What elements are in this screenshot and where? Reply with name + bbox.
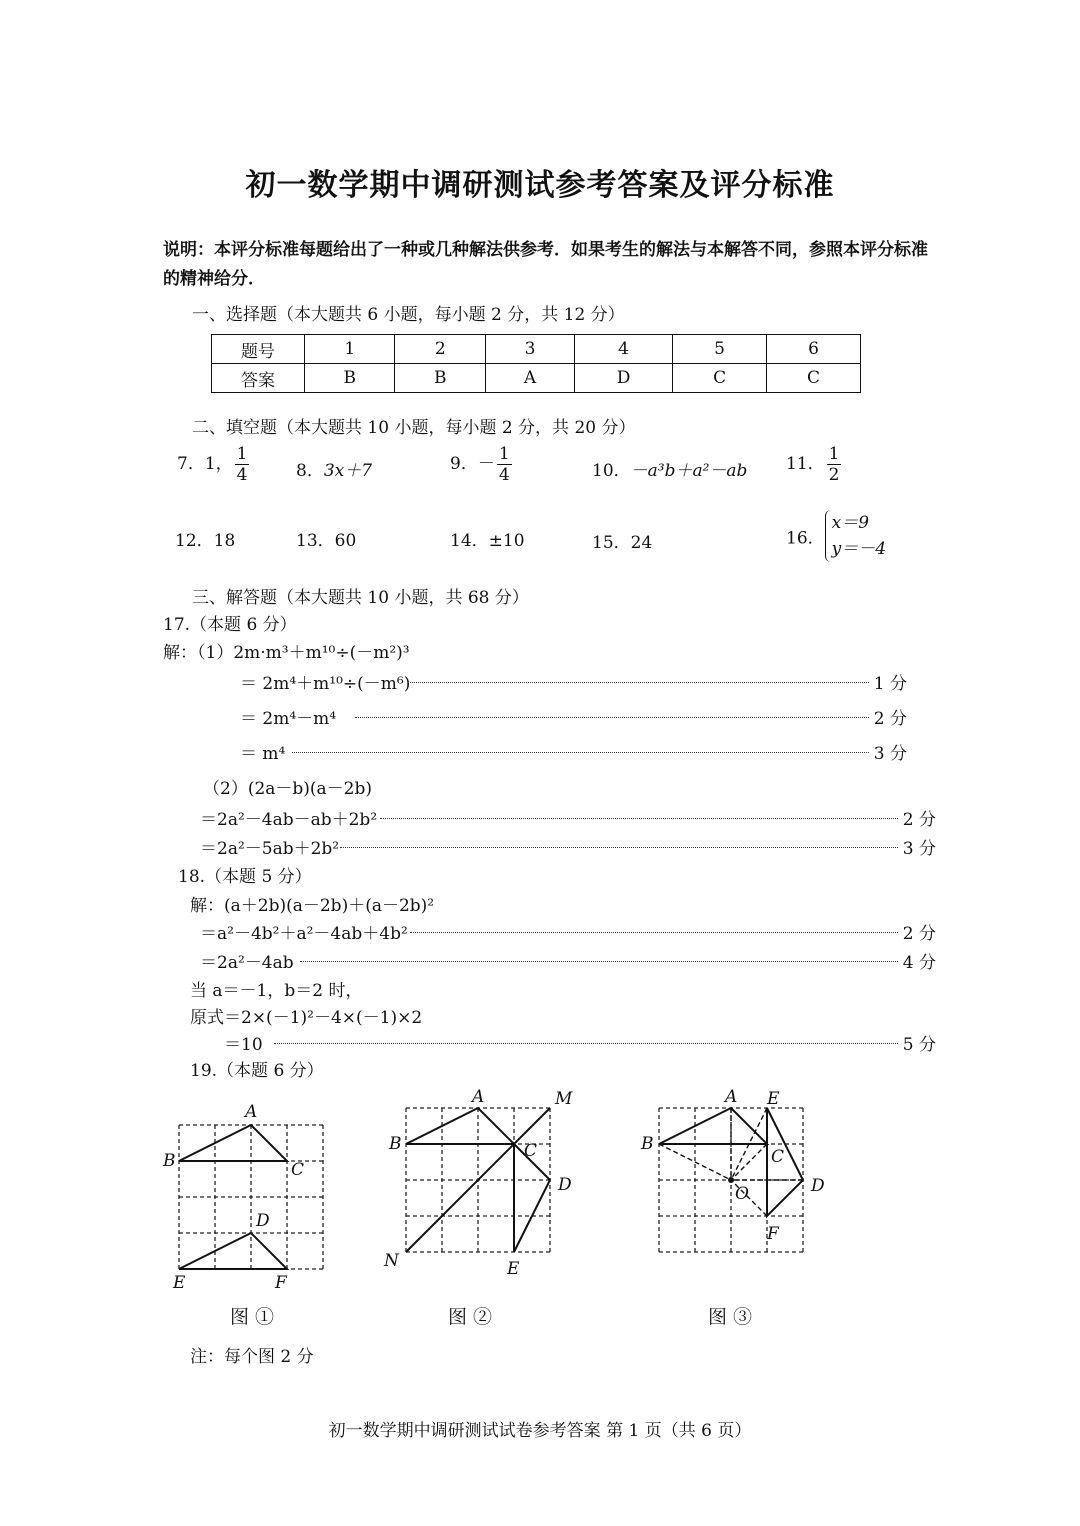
page-title: 初一数学期中调研测试参考答案及评分标准: [245, 168, 835, 203]
denominator: 4: [236, 465, 248, 485]
table-row-label: 答案: [212, 364, 305, 393]
figure-1: [155, 1095, 340, 1295]
numerator: 1: [828, 444, 840, 464]
figure-1-caption: 图 ①: [230, 1306, 275, 1328]
q18-title: 18.（本题 5 分）: [178, 867, 312, 887]
grid: [179, 1125, 323, 1269]
section2-heading: 二、填空题（本大题共 10 小题，每小题 2 分，共 20 分）: [192, 418, 636, 438]
q-number: 14．: [450, 531, 489, 551]
q-number: 9．: [450, 454, 478, 474]
q-number: 16．: [786, 528, 825, 549]
leader-dots: [410, 919, 898, 933]
point-label: M: [555, 1089, 573, 1109]
solution-line: ＝2a²－4ab: [200, 953, 294, 973]
point-label: D: [558, 1175, 572, 1195]
fill-q7: [177, 444, 249, 485]
point-label: D: [256, 1211, 270, 1231]
table-cell: C: [767, 364, 861, 393]
answer: －a³b＋a²－ab: [630, 461, 748, 481]
q-number: 11．: [786, 454, 825, 474]
equation-line: y＝－4: [831, 539, 887, 559]
q-number: 8．: [296, 461, 324, 481]
numerator: 1: [498, 444, 510, 464]
point-label: F: [767, 1224, 779, 1244]
solution-line: 解：(a＋2b)(a－2b)＋(a－2b)²: [190, 896, 435, 916]
solution-row: [200, 919, 936, 943]
point-label: E: [173, 1273, 186, 1293]
solution-line: ＝2a²－4ab－ab＋2b²: [200, 810, 378, 830]
fraction: [827, 444, 842, 485]
fill-q8: [296, 456, 372, 481]
answer: 60: [334, 531, 357, 551]
score-mark: 2 分: [873, 709, 907, 729]
table-cell: A: [485, 364, 574, 393]
answer: 24: [630, 533, 653, 553]
fill-q10: [592, 456, 747, 481]
solution-line: ＝10: [224, 1035, 263, 1055]
score-mark: 3 分: [902, 839, 936, 859]
center-point: [728, 1177, 734, 1183]
table-cell: 3: [485, 335, 574, 364]
score-mark: 1 分: [873, 674, 907, 694]
table-row: [212, 335, 861, 364]
q17-title: 17.（本题 6 分）: [163, 615, 297, 635]
point-label: B: [389, 1134, 402, 1154]
leader-dots: [300, 948, 898, 962]
leader-dots: [410, 669, 869, 683]
solution-row: [240, 669, 907, 693]
equation-line: x＝9: [831, 513, 870, 533]
solution-line: ＝ 2m⁴－m⁴: [240, 709, 337, 729]
q19-title: 19.（本题 6 分）: [190, 1061, 324, 1081]
score-mark: 4 分: [902, 953, 936, 973]
point-label: C: [771, 1147, 785, 1167]
answer-part: －: [477, 454, 495, 474]
solution-line: 解：（1）2m·m³＋m¹⁰÷(－m²)³: [163, 643, 410, 663]
solution-row: [224, 1030, 936, 1054]
table-cell: 4: [574, 335, 672, 364]
point-label: N: [384, 1251, 399, 1271]
solution-row: [240, 739, 907, 763]
triangle-def: [179, 1233, 287, 1269]
table-cell: D: [574, 364, 672, 393]
solution-line: ＝a²－4b²＋a²－4ab＋4b²: [200, 924, 408, 944]
score-mark: 5 分: [902, 1035, 936, 1055]
score-mark: 2 分: [902, 924, 936, 944]
solution-line: ＝2a²－5ab＋2b²: [200, 839, 340, 859]
table-cell: 2: [395, 335, 485, 364]
triangle-abc: [179, 1125, 287, 1161]
section3-heading: 三、解答题（本大题共 10 小题，共 68 分）: [192, 588, 529, 608]
point-label: A: [245, 1102, 258, 1122]
triangle-abc: [406, 1108, 514, 1144]
q-number: 13．: [296, 531, 335, 551]
fill-q16: [786, 510, 886, 562]
point-label: C: [524, 1141, 538, 1161]
q-number: 12．: [175, 531, 214, 551]
figure-2: [380, 1082, 590, 1282]
denominator: 4: [498, 465, 510, 485]
leader-dots: [355, 704, 869, 718]
point-label: C: [291, 1160, 305, 1180]
page-footer: 初一数学期中调研测试试卷参考答案 第 1 页（共 6 页）: [328, 1421, 752, 1441]
point-label: D: [811, 1176, 825, 1196]
score-mark: 3 分: [873, 744, 907, 764]
fraction: [497, 444, 512, 485]
table-cell: B: [305, 364, 395, 393]
answer: ±10: [488, 531, 525, 551]
fill-q12: [175, 526, 235, 551]
leader-dots: [292, 739, 869, 753]
q-number: 7．: [177, 454, 205, 474]
table-cell: 5: [673, 335, 767, 364]
leader-dots: [340, 834, 898, 848]
grading-note: 说明：本评分标准每题给出了一种或几种解法供参考．如果考生的解法与本解答不同，参照本评分标准的精神给分．: [163, 240, 928, 289]
point-label: E: [507, 1259, 520, 1279]
equation-system: [825, 510, 886, 562]
table-row: [212, 364, 861, 393]
point-label: B: [641, 1134, 654, 1154]
answer-part: 1，: [204, 454, 233, 474]
point-label: A: [472, 1087, 485, 1107]
solution-row: [200, 948, 936, 972]
answer: 18: [213, 531, 236, 551]
table-row-label: 题号: [212, 335, 305, 364]
leader-dots: [274, 1030, 898, 1044]
solution-row: [200, 805, 936, 829]
table-cell: C: [673, 364, 767, 393]
fill-q13: [296, 526, 356, 551]
fill-q15: [592, 528, 652, 553]
answer: 3x＋7: [323, 461, 373, 481]
table-cell: 6: [767, 335, 861, 364]
q-number: 10．: [592, 461, 631, 481]
answer-table: [211, 334, 861, 393]
figure-2-caption: 图 ②: [448, 1306, 493, 1328]
table-cell: 1: [305, 335, 395, 364]
denominator: 2: [828, 465, 840, 485]
numerator: 1: [236, 444, 248, 464]
solution-row: [240, 704, 907, 728]
section1-heading: 一、选择题（本大题共 6 小题，每小题 2 分，共 12 分）: [192, 305, 625, 325]
triangle-abc: [659, 1108, 767, 1144]
fill-q11: [786, 444, 841, 485]
figure-3: [635, 1082, 845, 1282]
q19-note: 注：每个图 2 分: [190, 1347, 314, 1367]
score-mark: 2 分: [902, 810, 936, 830]
solution-line: 当 a＝－1，b＝2 时，: [190, 981, 363, 1001]
point-label: F: [275, 1273, 287, 1293]
solution-line: 原式＝2×(－1)²－4×(－1)×2: [190, 1008, 423, 1028]
solution-row: [200, 834, 936, 858]
point-label: B: [163, 1151, 176, 1171]
solution-line: ＝ 2m⁴＋m¹⁰÷(－m⁶): [240, 674, 411, 694]
q-number: 15．: [592, 533, 631, 553]
fill-q9: [450, 444, 512, 485]
leader-dots: [380, 805, 898, 819]
fill-q14: [450, 526, 525, 551]
solution-line: （2）(2a－b)(a－2b): [203, 779, 373, 799]
solution-line: ＝ m⁴: [240, 744, 286, 764]
point-label: O: [735, 1184, 749, 1204]
point-label: A: [725, 1087, 738, 1107]
figure-3-caption: 图 ③: [708, 1306, 753, 1328]
fraction: [235, 444, 250, 485]
point-label: E: [767, 1089, 780, 1109]
table-cell: B: [395, 364, 485, 393]
